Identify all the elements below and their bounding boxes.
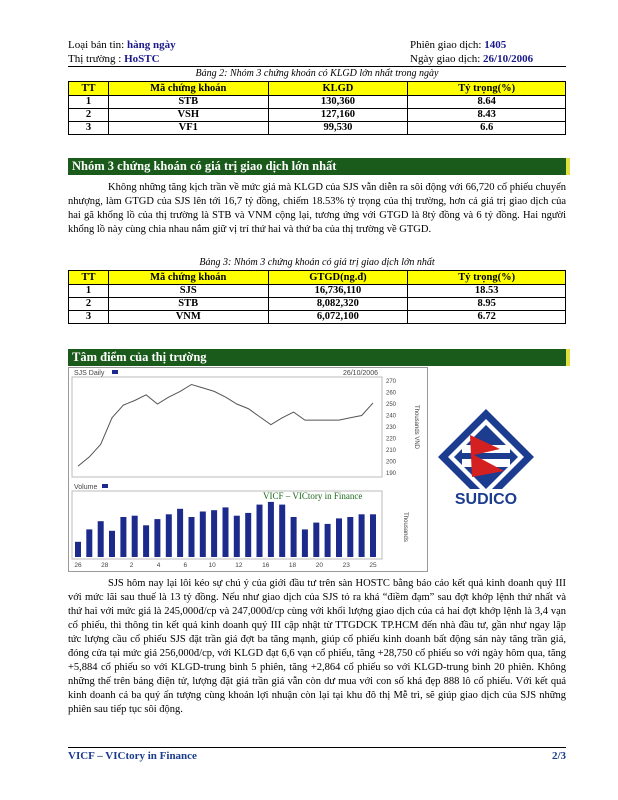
table-cell: 2 [69, 109, 109, 122]
date-tick-label: 10 [208, 562, 216, 569]
table-cell: 2 [69, 298, 109, 311]
sjs-price-volume-chart [68, 367, 428, 572]
volume-bar [143, 525, 149, 557]
table-cell: VNM [108, 311, 268, 324]
table2-header-row [69, 82, 566, 96]
date-tick-label: 28 [101, 562, 109, 569]
table-cell: SJS [108, 285, 268, 298]
table-cell: 3 [69, 122, 109, 135]
section-title-focus: Tâm điểm của thị trường [68, 349, 570, 366]
date-tick-label: 23 [342, 562, 350, 569]
table-cell: 1 [69, 285, 109, 298]
table-row [69, 122, 566, 135]
volume-bar [98, 521, 104, 557]
table-cell: 99,530 [268, 122, 408, 135]
price-tick-label: 190 [386, 471, 397, 477]
volume-bar [359, 514, 365, 557]
footer-brand: VICF – VICtory in Finance [68, 750, 197, 762]
volume-bar [257, 505, 263, 557]
table3-header-row [69, 271, 566, 285]
table-cell: 6,072,100 [268, 311, 408, 324]
header-rule [68, 66, 566, 67]
table-row [69, 96, 566, 109]
volume-bar [347, 517, 353, 557]
date-tick-label: 2 [129, 562, 134, 569]
footer [68, 750, 566, 762]
table2-header-cell: KLGD [268, 82, 408, 96]
date-tick-label: 18 [288, 562, 297, 569]
table2-caption: Bảng 2: Nhóm 3 chứng khoán có KLGD lớn nhất trong ngày [195, 68, 439, 79]
price-tick-label: 240 [386, 413, 397, 420]
price-tick-label: 210 [386, 448, 397, 454]
price-axis [386, 379, 397, 477]
chart-title: SJS Daily [74, 370, 105, 377]
volume-bar [336, 518, 342, 557]
volume-bar [279, 505, 285, 557]
date-tick-label: 16 [262, 562, 270, 569]
table-cell: 3 [69, 311, 109, 324]
date-tick-label: 25 [369, 562, 377, 569]
table2 [68, 81, 566, 135]
table3 [68, 270, 566, 324]
volume-bar [325, 524, 331, 557]
table-cell: 8.43 [408, 109, 566, 122]
volume-bar [166, 514, 172, 557]
date-tick-label: 12 [235, 562, 243, 569]
table-cell: 18.53 [408, 285, 566, 298]
bulletin-type: Loại bản tin: hàng ngày [68, 39, 176, 51]
date-tick-label: 20 [315, 562, 324, 569]
volume-bar [177, 509, 183, 557]
volume-axis-label: Thousands [402, 512, 408, 542]
volume-bar [200, 512, 206, 558]
section2-paragraph: SJS hôm nay lại lôi kéo sự chú ý của giới đầu tư trên sàn HOSTC bằng báo cáo kết quả kinh doanh quý III với mức lãi sau thuế là 13 tỷ đồng. Nếu như giao dịch của SJS tỏ ra khá “điềm đạm” sau đợt khớp lệnh thứ nhất và thứ hai với mức giá là 245,000đ/cp và 247,000đ/cp cùng với khối lượng giao dịch của cả hai đợt khớp lệnh là 3,4 vạn cổ phiếu, thì thông tin kết quả kinh doanh quý III cập nhật từ TTGDCK TP.HCM đến nhà đầu tư, gần như ngay lập tức lượng cầu cổ phiếu SJS đặt trần giá đợt ba tăng mạnh, giúp cổ phiếu kinh doanh bất động sản này tăng trần giá, đóng cửa tại mức giá 256,000đ/cp, với KLGD đạt 6,6 vạn cổ phiếu, tăng +28,750 cổ phiếu so với ngày hôm qua, tăng +5,884 cổ phiếu so với KLGD-trung bình 5 phiên, tăng +2,864 cổ phiếu so với KLGD-trung bình 20 phiên. Không những thế trên bảng điện tử, lượng đặt giá trần giá vẫn còn dư mua với con số khá đẹp 888 lô cổ phiếu. Với kết quả kinh doanh cả ba quý ấn tượng cùng khoản lợi nhuận còn lại tại khu đô thị Mễ trì, sẽ giúp giao dịch của SJS những phiên sau tiếp tục sôi động. [68, 578, 566, 715]
volume-bar [245, 513, 251, 557]
volume-bar [223, 507, 229, 557]
volume-bar [234, 516, 240, 557]
volume-bar [154, 519, 160, 557]
section-title-top-value: Nhóm 3 chứng khoán có giá trị giao dịch lớn nhất [68, 158, 570, 175]
price-tick-label: 260 [386, 390, 397, 397]
price-legend-swatch [112, 370, 118, 374]
volume-bar [302, 529, 308, 557]
table-row [69, 285, 566, 298]
volume-bar [268, 502, 274, 557]
table-row [69, 298, 566, 311]
table-row [69, 109, 566, 122]
volume-bar [313, 523, 319, 557]
volume-bar [75, 542, 81, 557]
price-panel [72, 377, 382, 477]
trade-date: Ngày giao dịch: 26/10/2006 [410, 53, 534, 65]
table-cell: STB [108, 298, 268, 311]
logo-text: SUDICO [454, 491, 518, 508]
date-tick-label: 4 [156, 562, 161, 569]
table-cell: 6.6 [408, 122, 566, 135]
table2-header-cell: Mã chứng khoán [108, 82, 268, 96]
table2-header-cell: TT [69, 82, 109, 96]
table-cell: 16,736,110 [268, 285, 408, 298]
table-cell: 130,360 [268, 96, 408, 109]
volume-bar [132, 516, 138, 557]
table-cell: VSH [108, 109, 268, 122]
table3-header-cell: TT [69, 271, 109, 285]
table-cell: 127,160 [268, 109, 408, 122]
volume-title: Volume [74, 484, 98, 491]
volume-bar [86, 529, 92, 557]
table-cell: 6.72 [408, 311, 566, 324]
volume-bar [109, 531, 115, 557]
date-tick-label: 6 [183, 562, 188, 569]
table-row [69, 311, 566, 324]
market: Thị trường : HoSTC [68, 53, 160, 65]
price-axis-label: Thousands VND [413, 404, 419, 450]
volume-bar [120, 517, 126, 557]
table-cell: 8.64 [408, 96, 566, 109]
date-tick-label: 26 [74, 562, 82, 569]
table3-header-cell: Mã chứng khoán [108, 271, 268, 285]
table-cell: VF1 [108, 122, 268, 135]
price-tick-label: 270 [386, 379, 397, 385]
volume-bar [189, 517, 195, 557]
volume-legend-swatch [102, 484, 108, 488]
page-number: 2/3 [551, 750, 566, 762]
table-cell: 8.95 [408, 298, 566, 311]
sudico-logo [434, 405, 538, 517]
table-cell: STB [108, 96, 268, 109]
chart-watermark: VICF – VICtory in Finance [263, 491, 363, 501]
table3-header-cell: Tỷ trọng(%) [408, 271, 566, 285]
table3-header-cell: GTGD(ng.đ) [268, 271, 408, 285]
volume-bar [211, 510, 217, 557]
table2-header-cell: Tỷ trọng(%) [408, 82, 566, 96]
volume-bar [291, 517, 297, 557]
price-tick-label: 200 [386, 459, 397, 466]
price-tick-label: 230 [386, 425, 397, 431]
footer-rule [68, 747, 566, 748]
table3-caption: Bảng 3: Nhóm 3 chứng khoán có giá trị giao dịch lớn nhất [199, 257, 435, 268]
volume-bar [370, 514, 376, 557]
table-cell: 1 [69, 96, 109, 109]
session: Phiên giao dịch: 1405 [410, 39, 507, 51]
section1-paragraph: Không những tăng kịch trần về mức giá mà KLGD của SJS vẫn diễn ra sôi động với 66,720 cổ phiếu chuyển nhượng, làm GTGD của SJS lên tới 16,7 tỷ đồng, chiếm 18.53% tỷ trọng của thị trường, hơn cả giá trị giao dịch của hai gã khổng lồ của thị trường là STB và VNM cộng lại, tương ứng với GTGD là 8tỷ đồng và 6 tỷ đồng. Hai người khổng lồ này cùng chia nhau nắm giữ vị trí thứ hai và thứ ba của thị trường về GTGD. [68, 182, 566, 235]
price-tick-label: 250 [386, 402, 397, 408]
table-cell: 8,082,320 [268, 298, 408, 311]
price-tick-label: 220 [386, 436, 397, 443]
chart-date: 26/10/2006 [342, 370, 378, 377]
